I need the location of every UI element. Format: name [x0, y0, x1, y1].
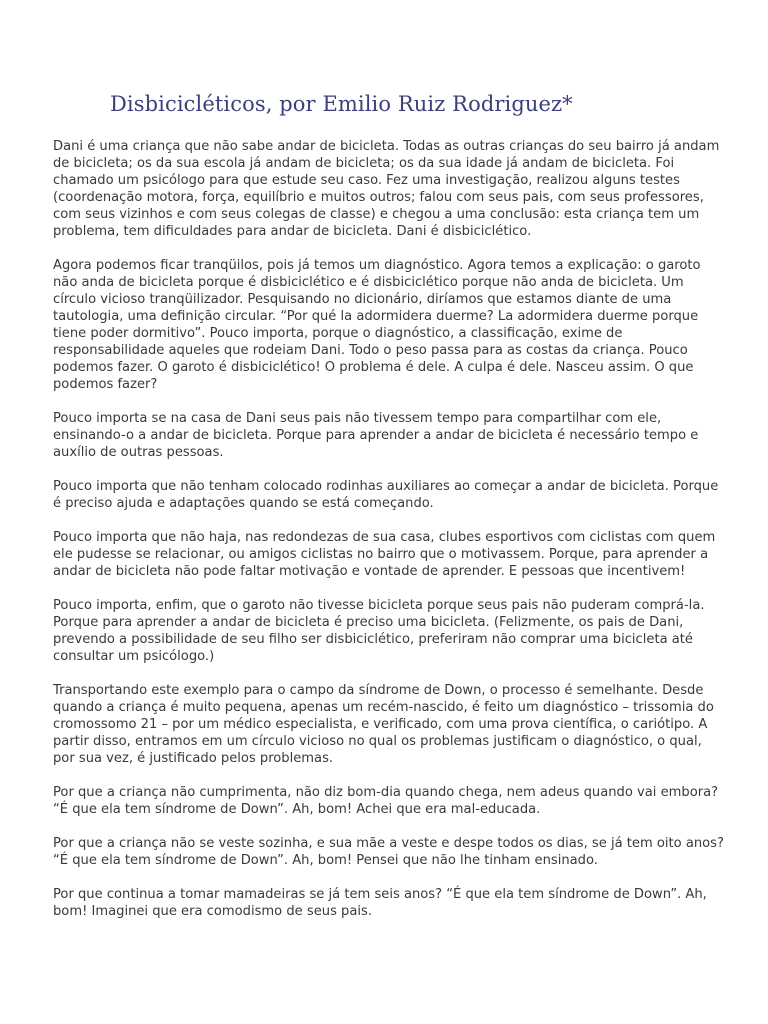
paragraph: Pouco importa, enfim, que o garoto não tivesse bicicleta porque seus pais não puderam comprá-la. Porque para aprender a andar de bicicleta é preciso uma bicicleta. (Felizmente, os pais de Dani, prevendo a possibilidade de seu filho ser disbiciclético, preferiram não comprar uma bicicleta até consultar um psicólogo.)	[53, 598, 705, 664]
paragraph: Por que a criança não se veste sozinha, e sua mãe a veste e despe todos os dias, se já tem oito anos? “É que ela tem síndrome de Down”. Ah, bom! Pensei que não lhe tinham ensinado.	[53, 836, 724, 868]
document-body	[53, 138, 727, 937]
paragraph: Por que a criança não cumprimenta, não diz bom-dia quando chega, nem adeus quando vai embora? “É que ela tem síndrome de Down”. Ah, bom! Achei que era mal-educada.	[53, 785, 719, 817]
paragraph: Pouco importa se na casa de Dani seus pais não tivessem tempo para compartilhar com ele, ensinando-o a andar de bicicleta. Porque para aprender a andar de bicicleta é necessário tempo e auxílio de outras pessoas.	[53, 411, 699, 460]
paragraph: Pouco importa que não haja, nas redondezas de sua casa, clubes esportivos com ciclistas com quem ele pudesse se relacionar, ou amigos ciclistas no bairro que o motivassem. Porque, para aprender a andar de bicicleta não pode faltar motivação e vontade de aprender. E pessoas que incentivem!	[53, 530, 716, 579]
paragraph: Transportando este exemplo para o campo da síndrome de Down, o processo é semelhante. Desde quando a criança é muito pequena, apenas um recém-nascido, é feito um diagnóstico – trissomia do cromossomo 21 – por um médico especialista, e verificado, com uma prova científica, o cariótipo. A partir disso, entramos em um círculo vicioso no qual os problemas justificam o diagnóstico, o qual, por sua vez, é justificado pelos problemas.	[53, 683, 714, 766]
document-title: Disbicicléticos, por Emilio Ruiz Rodriguez*	[110, 92, 573, 116]
paragraph: Por que continua a tomar mamadeiras se já tem seis anos? “É que ela tem síndrome de Down”. Ah, bom! Imaginei que era comodismo de seus pais.	[53, 887, 707, 919]
paragraph: Pouco importa que não tenham colocado rodinhas auxiliares ao começar a andar de bicicleta. Porque é preciso ajuda e adaptações quando se está começando.	[53, 479, 719, 511]
paragraph: Dani é uma criança que não sabe andar de bicicleta. Todas as outras crianças do seu bairro já andam de bicicleta; os da sua escola já andam de bicicleta; os da sua idade já andam de bicicleta. Foi chamado um psicólogo para que estude seu caso. Fez uma investigação, realizou alguns testes (coordenação motora, força, equilíbrio e muitos outros; falou com seus pais, com seus professores, com seus vizinhos e com seus colegas de classe) e chegou a uma conclusão: esta criança tem um problema, tem dificuldades para andar de bicicleta. Dani é disbiciclético.	[53, 139, 720, 239]
paragraph: Agora podemos ficar tranqüilos, pois já temos um diagnóstico. Agora temos a explicação: o garoto não anda de bicicleta porque é disbiciclético e é disbiciclético porque não anda de bicicleta. Um círculo vicioso tranqüilizador. Pesquisando no dicionário, diríamos que estamos diante de uma tautologia, uma definição circular. “Por qué la adormidera duerme? La adormidera duerme porque tiene poder dormitivo”. Pouco importa, porque o diagnóstico, a classificação, exime de responsabilidade aqueles que rodeiam Dani. Todo o peso passa para as costas da criança. Pouco podemos fazer. O garoto é disbiciclético! O problema é dele. A culpa é dele. Nasceu assim. O que podemos fazer?	[53, 258, 701, 392]
